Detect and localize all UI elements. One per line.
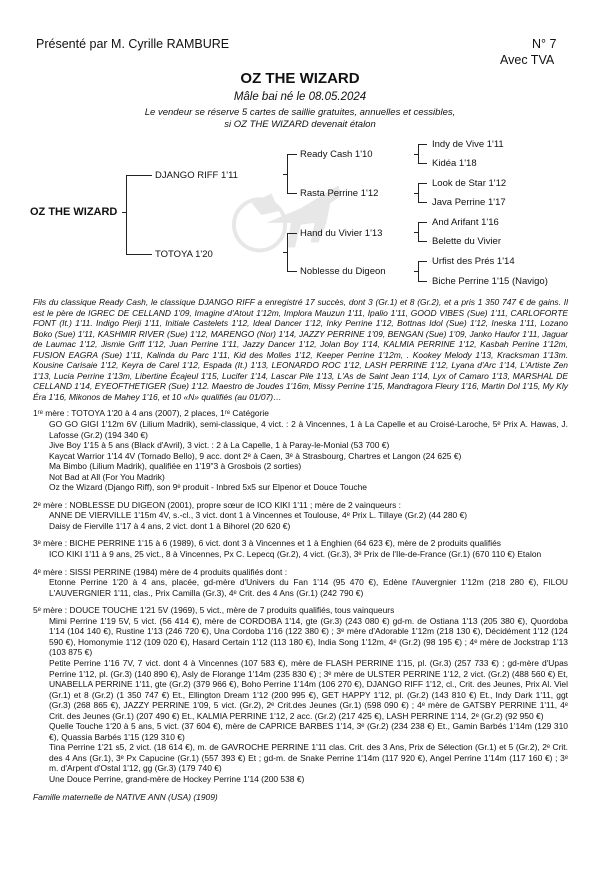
lot-number: N° 7 — [532, 37, 557, 51]
second-dam-produce-1: ANNE DE VIERVILLE 1'15m 4V, s.-cl., 3 vict. dont 1 à Vincennes et Toulouse, 4ᵉ Prix L. Tillaye (Gr.2) (44 280 €) — [49, 510, 468, 521]
third-dam-heading: 3ᵉ mère : BICHE PERRINE 1'15 à 6 (1989), 6 vict. dont 3 à Vincennes et 1 à Enghien (64 623 €), mère de 2 produits qualifiés — [33, 538, 501, 549]
second-dam-heading: 2ᵉ mère : NOBLESSE DU DIGEON (2001), propre sœur de ICO KIKI 1'11 ; mère de 2 vainqueurs : — [33, 499, 402, 510]
fifth-dam-produce-5: Une Douce Perrine, grand-mère de Hockey Perrine 1'14 (200 538 €) — [49, 773, 305, 784]
vat-note: Avec TVA — [500, 53, 555, 67]
fifth-dam-produce-2: Petite Perrine 1'16 7V, 7 vict. dont 4 à Vincennes (107 583 €), mère de FLASH PERRINE 1'15, pl. (Gr.3) (257 733 €) ; gd-mère d'Upas Perrine 1'12, pl. (Gr.3) (140 890 €), Asly de Florange 1'14m (235 830 €) ; 3ᵉ mère de ULSTER PERRINE 1'12, 2 vict. (Gr.2) (488 560 €) Et, UNABELLA PERRINE 1'11, gte (Gr.2) (379 966 €), Boho Perrine 1'14m (106 270 €), DJANGO RIFF 1'12, cl., Crit. des Jeunes, Prix Al. Viel (Gr.1) et 8 (Gr.2) (1 350 747 €) Et., Ellington Dream 1'12 (200 995 €), GET HAPPY 1'12, pl. (Gr.2) (143 810 €) Et., Indy Dark 1'11, ggt (Gr.3) (268 865 €), JAZZY PERRINE 1'09, 5 vict. (Gr.2), 2ᵉ Crit.des Jeunes (Gr.1) (598 090 €) ; 4ᵉ mère de GATSBY PERRINE 1'11, 4ᵉ Crit. des Jeunes (Gr.1) (207 490 €) Et., KALMIA PERRINE 1'12, 2 acc. (Gr.2) (217 425 €), LASH PERRINE 1'14, 2ᵉ (Gr.2) (92 950 €) — [49, 657, 568, 721]
third-dam-section — [33, 538, 568, 559]
pedigree-line — [418, 222, 427, 223]
horse-name: OZ THE WIZARD — [240, 70, 360, 87]
pedigree-line — [126, 175, 127, 254]
pedigree-line — [287, 154, 297, 155]
second-dam-section — [33, 500, 568, 532]
pedigree-line — [418, 261, 427, 262]
catalogue-body — [33, 297, 568, 802]
pedigree-line — [287, 233, 297, 234]
fourth-dam-section — [33, 567, 568, 599]
fourth-dam-produce-1: Etonne Perrine 1'20 à 4 ans, placée, gd-mère d'Univers du Fan 1'14 (95 470 €), Edène l'Auvergnier 1'12m (218 280 €), FILOU L'AUVERGNIER 1'11, clas., Prix Camilla (Gr.3), 4ᵉ Crit. des 4 Ans (Gr.1) (242 790 €) — [49, 577, 568, 598]
pedigree-sire: DJANGO RIFF 1'11 — [155, 170, 238, 181]
fifth-dam-section — [33, 605, 568, 784]
pedigree-line — [126, 254, 152, 255]
pedigree-line — [287, 193, 297, 194]
pedigree-line — [283, 252, 288, 253]
pedigree-sds: Look de Star 1'12 — [432, 178, 507, 189]
pedigree-ddd: Biche Perrine 1'15 (Navigo) — [432, 276, 548, 287]
pedigree-line — [414, 193, 419, 194]
first-dam-heading: 1ʳᵉ mère : TOTOYA 1'20 à 4 ans (2007), 2 places, 1ʳᵉ Catégorie — [33, 408, 269, 419]
pedigree-dam-dam: Noblesse du Digeon — [300, 266, 386, 277]
pedigree-line — [122, 212, 127, 213]
pedigree-line — [418, 281, 427, 282]
pedigree-sdd: Java Perrine 1'17 — [432, 197, 506, 208]
first-dam-section — [33, 408, 568, 492]
seller-note-line2: si OZ THE WIZARD devenait étalon — [224, 119, 376, 130]
pedigree-dss: And Arifant 1'16 — [432, 217, 499, 228]
fifth-dam-produce-3: Quelle Touche 1'20 à 5 ans, 5 vict. (37 604 €), mère de CAPRICE BARBES 1'14, 3ᵉ (Gr.2) (234 238 €) Et., Gamin Barbés 1'14m (129 310 €), Quassia Barbés 1'15 (129 310 €) — [49, 721, 568, 742]
pedigree-line — [414, 154, 419, 155]
second-dam-produce-2: Daisy de Fierville 1'17 à 4 ans, 2 vict. dont 1 à Bihorel (20 620 €) — [49, 520, 291, 531]
pedigree-line — [418, 183, 427, 184]
fourth-dam-heading: 4ᵉ mère : SISSI PERRINE (1984) mère de 4 produits qualifiés dont : — [33, 566, 288, 577]
first-dam-produce-5: Not Bad at All (For You Madrik) — [49, 471, 165, 482]
first-dam-produce-6: Oz the Wizard (Django Riff), son 9ᵉ produit - Inbred 5x5 sur Elpenor et Douce Touche — [49, 482, 367, 493]
pedigree-sss: Indy de Vive 1'11 — [432, 139, 504, 150]
pedigree-line — [418, 144, 427, 145]
sire-paragraph: Fils du classique Ready Cash, le classique DJANGO RIFF a enregistré 17 succès, dont 3 (Gr.1) et 8 (Gr.2), et a pris 1 350 747 € de gains. Il est le père de IGREC DE CELLAND 1'09, Imagine d'Atout 1'12m, Implora Mauzun 1'11, Ipalio 1'11, GOOD VIBES (Sue) 1'11, CARLOFORTE FONT (It.) 1'11. Indigo Pierji 1'11, Initiale Castelets 1'12, Ideal Dancer 1'12, Inky Perrine 1'12, Bottnas Idol (Sue) 1'12, Ineska 1'11, Lozano Boko (Sue) 1'11, KASHMIR RIVER (Sue) 1'12, MARENGO (Nor) 1'14, JAZZY PERRINE 1'09, BENGAN (Sue) 1'09, Janko Haufor 1'11, Jaguar de Laumac 1'12, Jismie Griff 1'12, Juan Perrine 1'11, Jazzy Dancer 1'12, Jolan Boy 1'14, KALMIA PERRINE 1'12, Kasbah Perrine 1'12m, FUSION EAGRA (Sue) 1'11, Kalinda du Parc 1'11, Kid des Molles 1'12, Keeper Perrine 1'12m, . Kookey Melody 1'13, Kracksman 1'13m. Kousine Carisaie 1'12, Keyra de Carel 1'12, Espada (It.) 1'13, LEONARDO ROC 1'12, LASH PERRINE 1'12, Lyana d'Arc 1'14, L'Artiste Zen 1'13, Lucia Perrine 1'13m, Libertine Écajeul 1'15, Lucifer 1'14, Lascar Pile 1'13, L'As de Saint Jean 1'14, Lyx of Camaro 1'13, MARSHAL DE CELLAND 1'14, EYEOFTHETIGER (Sue) 1'12. Maestro de Joudes 1'16m, Missy Perrine 1'15, Mandragora Fleury 1'16, Martin Dol 1'15, My Kly Éra 1'16, Mikonos de Mahey 1'16, et 10 «N» qualifiés (au 01/07)… — [33, 297, 568, 402]
maternal-family-note: Famille maternelle de NATIVE ANN (USA) (1909) — [33, 791, 218, 802]
pedigree-subject: OZ THE WIZARD — [30, 206, 118, 218]
pedigree-ssd: Kidéa 1'18 — [432, 158, 477, 169]
first-dam-produce-1: GO GO GIGI 1'12m 6V (Lilium Madrik), semi-classique, 4 vict. : 2 à Vincennes, 1 à La Capelle et au Croisé-Laroche, 5ᵉ Prix A. Hawas, J. Lafosse (Gr.2) (194 340 €) — [49, 419, 568, 440]
pedigree-line — [418, 202, 427, 203]
pedigree-dds: Urfist des Prés 1'14 — [432, 256, 515, 267]
third-dam-produce-1: ICO KIKI 1'11 à 9 ans, 25 vict., 8 à Vincennes, Px C. Lepecq (Gr.2), 4 vict. (Gr.3), 3ᵉ Prix de l'Ile-de-France (Gr.1) (670 110 €) Etalon — [49, 549, 542, 560]
pedigree-dam: TOTOYA 1'20 — [155, 249, 213, 260]
pedigree-line — [126, 175, 152, 176]
presenter-line: Présenté par M. Cyrille RAMBURE — [36, 37, 230, 51]
pedigree-line — [287, 271, 297, 272]
horse-description: Mâle bai né le 08.05.2024 — [233, 91, 367, 103]
fifth-dam-heading: 5ᵉ mère : DOUCE TOUCHE 1'21 5V (1969), 5 vict., mère de 7 produits qualifiés, tous vainqueurs — [33, 605, 395, 616]
pedigree-line — [418, 163, 427, 164]
first-dam-produce-4: Ma Bimbo (Lilium Madrik), qualifiée en 1'19"3 à Grosbois (2 sorties) — [49, 461, 302, 472]
horse-sulky-watermark-icon — [232, 163, 350, 263]
pedigree-line — [283, 174, 288, 175]
first-dam-produce-3: Kaycat Warrior 1'14 4V (Tornado Bello), 9 acc. dont 2ᵉ à Caen, 3ᵉ à Strasbourg, Chartres et Langon (24 625 €) — [49, 450, 462, 461]
pedigree-dsd: Belette du Vivier — [432, 236, 502, 247]
fifth-dam-produce-4: Tina Perrine 1'21 s5, 2 vict. (18 614 €), m. de GAVROCHE PERRINE 1'11 clas. Crit. des 3 Ans, Prix de Sélection (Gr.1) et 5 (Gr.2), 2ᵉ Crit. des 4 Ans (Gr.1), 3ᵉ Px Capucine (Gr.1) (557 393 €) Et ; gd-m. de Snake Perrine 1'14m (117 920 €), Angel Perrine 1'14m (117 160 €) ; 3ᵉ m. d'Arpent d'Ostal 1'12, gg (Gr.3) (179 740 €) — [49, 742, 568, 774]
pedigree-line — [414, 232, 419, 233]
first-dam-produce-2: Jive Boy 1'15 à 5 ans (Black d'Avril), 3 vict. : 2 à La Capelle, 1 à Paray-le-Monial (53 700 €) — [49, 440, 390, 451]
pedigree-line — [418, 241, 427, 242]
fifth-dam-produce-1: Mimi Perrine 1'19 5V, 5 vict. (56 414 €), mère de CORDOBA 1'14, gte (Gr.3) (243 080 €) gd-m. de Ostiana 1'13 (205 380 €), Quordoba 1'14 (104 140 €), Rustine 1'13 (246 720 €), Una Cordoba 1'16 (122 380 €) ; 3ᵉ mère d'Adorable 1'12m (218 130 €), Décidément 1'12 (124 590 €), Homonymie 1'12 (109 020 €), Hasard Certain 1'12 (113 180 €), India Song 1'12m, 4ᵉ (Gr.2) (98 195 €) ; 4ᵉ mère de Jockstrap 1'13 (103 875 €) — [49, 615, 568, 658]
pedigree-sire-dam: Rasta Perrine 1'12 — [300, 188, 379, 199]
pedigree-sire-sire: Ready Cash 1'10 — [300, 149, 373, 160]
pedigree-dam-sire: Hand du Vivier 1'13 — [300, 228, 383, 239]
pedigree-line — [414, 271, 419, 272]
seller-note-line1: Le vendeur se réserve 5 cartes de saillie gratuites, annuelles et cessibles, — [144, 107, 456, 118]
